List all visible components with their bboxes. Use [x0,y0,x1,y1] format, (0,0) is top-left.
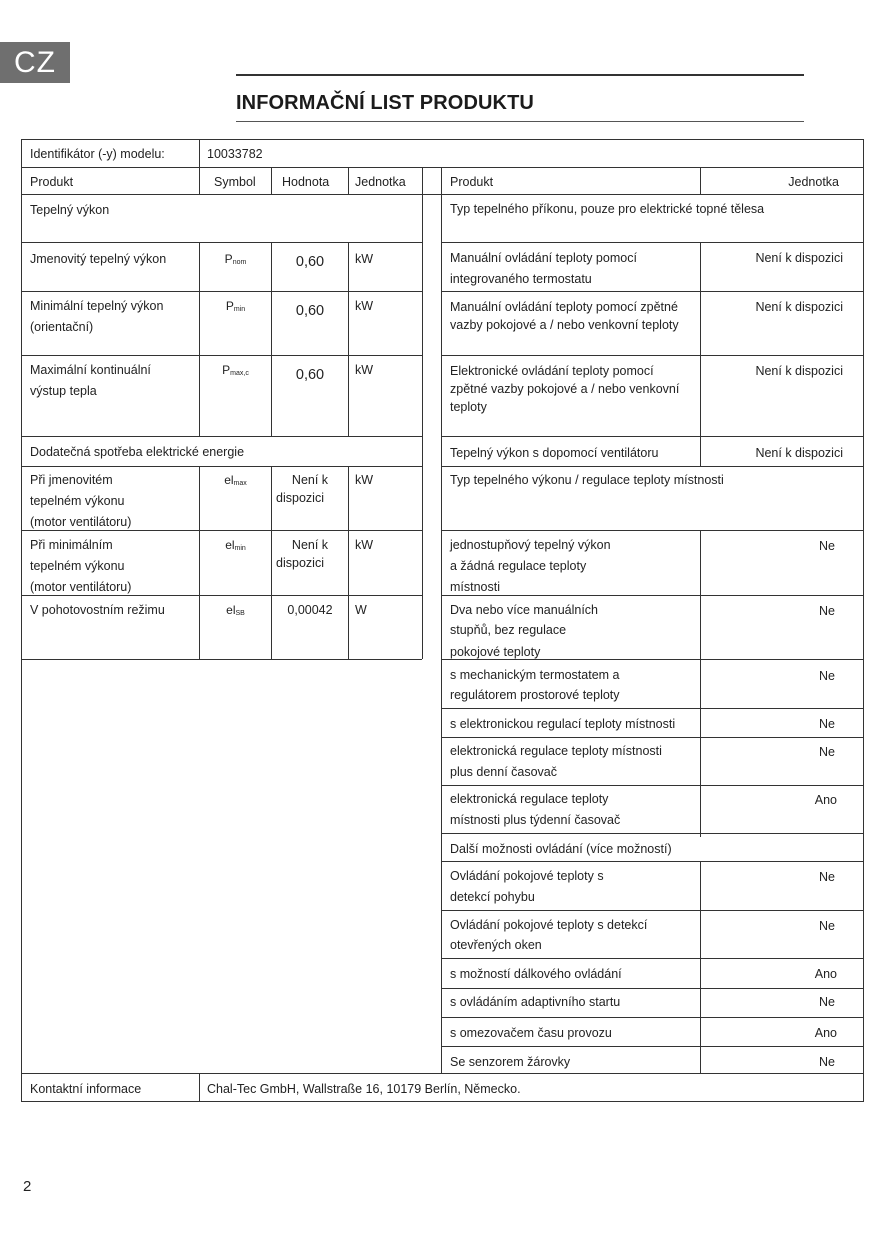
row-divider [441,785,863,786]
row-divider [441,242,863,243]
right-two-or-more-2: stupňů, bez regulace [450,623,567,637]
el-nominal-label-1: Při jmenovitém [30,473,113,487]
column-divider [199,140,200,194]
column-divider [348,167,349,194]
right-two-or-more-1: Dva nebo více manuálních [450,603,599,617]
row-divider [441,436,863,437]
right-electronic-feedback-1: Elektronické ovládání teploty pomocí [450,364,654,378]
right-input-type: Typ tepelného příkonu, pouze pro elektrické topné tělesa [450,202,765,216]
right-electronic-day-2: plus denní časovač [450,765,558,779]
column-divider [700,436,701,466]
right-two-or-more-3: pokojové teploty [450,645,541,659]
el-minimum-label-2: tepelném výkonu [30,559,125,573]
el-minimum-value-2: dispozici [276,556,324,570]
section-heat-output: Tepelný výkon [30,203,110,217]
right-mechanical-2: regulátorem prostorové teploty [450,688,620,702]
minimum-heat-value: 0,60 [295,303,325,319]
column-divider [700,242,701,436]
right-bulb: Se senzorem žárovky [450,1055,571,1069]
right-manual-feedback-value: Není k dispozici [755,300,843,314]
maximum-heat-unit: kW [355,363,374,377]
right-fan-assisted: Tepelný výkon s dopomocí ventilátoru [450,446,659,460]
right-electronic-feedback-3: teploty [450,400,487,414]
right-two-or-more-value: Ne [819,604,835,618]
right-remote: s možností dálkového ovládání [450,967,622,981]
right-window-value: Ne [819,919,835,933]
row-divider [441,530,863,531]
column-divider [199,1073,200,1101]
el-nominal-symbol: $el_{max}$ [224,473,247,487]
right-control-type: Typ tepelného výkonu / regulace teploty místnosti [450,473,724,487]
nominal-heat-symbol: $P_{nom}$ [224,252,247,266]
header-unit-right: Jednotka [788,175,839,189]
el-nominal-label-3: (motor ventilátoru) [30,515,132,529]
row-divider [441,910,863,911]
row-divider [22,194,863,195]
row-divider [441,833,863,834]
right-manual-integrated-1: Manuální ovládání teploty pomocí [450,251,637,265]
right-other-options: Další možnosti ovládání (více možností) [450,842,672,856]
column-divider [348,242,349,436]
el-minimum-label-1: Při minimálním [30,538,113,552]
contact-label: Kontaktní informace [30,1082,142,1096]
minimum-heat-label-1: Minimální tepelný výkon [30,299,164,313]
el-minimum-label-3: (motor ventilátoru) [30,580,132,594]
right-single-stage-2: a žádná regulace teploty [450,559,587,573]
el-standby-label: V pohotovostním režimu [30,603,165,617]
right-single-stage-1: jednostupňový tepelný výkon [450,538,611,552]
column-divider [348,466,349,659]
row-divider [22,659,422,660]
right-mechanical-value: Ne [819,669,835,683]
minimum-heat-label-2: (orientační) [30,320,94,334]
right-single-stage-value: Ne [819,539,835,553]
maximum-heat-value: 0,60 [295,367,325,383]
right-motion-2: detekcí pohybu [450,890,535,904]
maximum-heat-symbol: $P_{max,c}$ [222,363,249,377]
product-info-table [21,139,864,1102]
right-electronic-week-1: elektronická regulace teploty [450,792,609,806]
contact-value: Chal-Tec GmbH, Wallstraße 16, 10179 Berlín, Německo. [207,1082,521,1096]
right-single-stage-3: místnosti [450,580,501,594]
row-divider [441,708,863,709]
row-divider [441,958,863,959]
row-divider [441,355,863,356]
right-electronic-day-1: elektronická regulace teploty místnosti [450,744,662,758]
right-bulb-value: Ne [819,1055,835,1069]
right-electronic: s elektronickou regulací teploty místnosti [450,717,676,731]
right-manual-integrated-value: Není k dispozici [755,251,843,265]
right-adaptive: s ovládáním adaptivního startu [450,995,621,1009]
header-symbol: Symbol [214,175,256,189]
el-standby-value: 0,00042 [287,603,333,617]
el-minimum-unit: kW [355,538,374,552]
el-nominal-unit: kW [355,473,374,487]
column-divider [700,530,701,837]
row-divider [441,861,863,862]
right-manual-integrated-2: integrovaného termostatu [450,272,592,286]
row-divider [22,242,422,243]
row-divider [441,595,863,596]
maximum-heat-label-1: Maximální kontinuální [30,363,151,377]
row-divider [22,436,422,437]
right-electronic-week-2: místnosti plus týdenní časovač [450,813,621,827]
el-nominal-label-2: tepelném výkonu [30,494,125,508]
header-product-right: Produkt [450,175,494,189]
column-divider [271,167,272,194]
right-motion-1: Ovládání pokojové teploty s [450,869,604,883]
column-divider [199,466,200,659]
right-mechanical-1: s mechanickým termostatem a [450,668,620,682]
column-divider [700,167,701,194]
el-minimum-value-1: Není k [291,538,329,552]
section-electricity: Dodatečná spotřeba elektrické energie [30,445,245,459]
right-fan-assisted-value: Není k dispozici [755,446,843,460]
right-electronic-feedback-value: Není k dispozici [755,364,843,378]
header-unit: Jednotka [355,175,406,189]
row-divider [22,167,863,168]
right-electronic-feedback-2: zpětné vazby pokojové a / nebo venkovní [450,382,680,396]
right-remote-value: Ano [814,967,837,981]
column-divider [441,167,442,1073]
model-label: Identifikátor (-y) modelu: [30,147,165,161]
el-standby-symbol: $el_{SB}$ [226,603,245,617]
right-window-2: otevřených oken [450,938,542,952]
el-nominal-value-2: dispozici [276,491,324,505]
right-limiter-value: Ano [814,1026,837,1040]
right-electronic-week-value: Ano [814,793,837,807]
el-standby-unit: W [355,603,367,617]
row-divider [22,466,422,467]
el-nominal-value-1: Není k [291,473,329,487]
el-minimum-symbol: $el_{min}$ [225,538,246,552]
header-product: Produkt [30,175,74,189]
right-adaptive-value: Ne [819,995,835,1009]
row-divider [441,737,863,738]
row-divider [441,988,863,989]
row-divider [441,291,863,292]
title-rule-bottom [236,121,804,122]
row-divider [22,355,422,356]
minimum-heat-symbol: $P_{min}$ [225,299,246,313]
right-motion-value: Ne [819,870,835,884]
model-value: 10033782 [207,147,263,161]
row-divider [22,1073,863,1074]
right-limiter: s omezovačem času provozu [450,1026,612,1040]
column-divider [700,861,701,1073]
row-divider [441,1017,863,1018]
right-manual-feedback-2: vazby pokojové a / nebo venkovní teploty [450,318,679,332]
header-value: Hodnota [282,175,330,189]
row-divider [441,466,863,467]
maximum-heat-label-2: výstup tepla [30,384,97,398]
language-badge: CZ [0,42,70,83]
column-divider [422,194,423,659]
nominal-heat-value: 0,60 [295,254,325,270]
nominal-heat-unit: kW [355,252,374,266]
page-number: 2 [23,1178,32,1195]
page-title: INFORMAČNÍ LIST PRODUKTU [236,92,534,114]
title-rule-top [236,74,804,76]
right-electronic-day-value: Ne [819,745,835,759]
right-window-1: Ovládání pokojové teploty s detekcí [450,918,648,932]
right-manual-feedback-1: Manuální ovládání teploty pomocí zpětné [450,300,678,314]
right-electronic-value: Ne [819,717,835,731]
minimum-heat-unit: kW [355,299,374,313]
row-divider [441,1046,863,1047]
row-divider [22,291,422,292]
column-divider [422,167,423,194]
nominal-heat-label: Jmenovitý tepelný výkon [30,252,167,266]
